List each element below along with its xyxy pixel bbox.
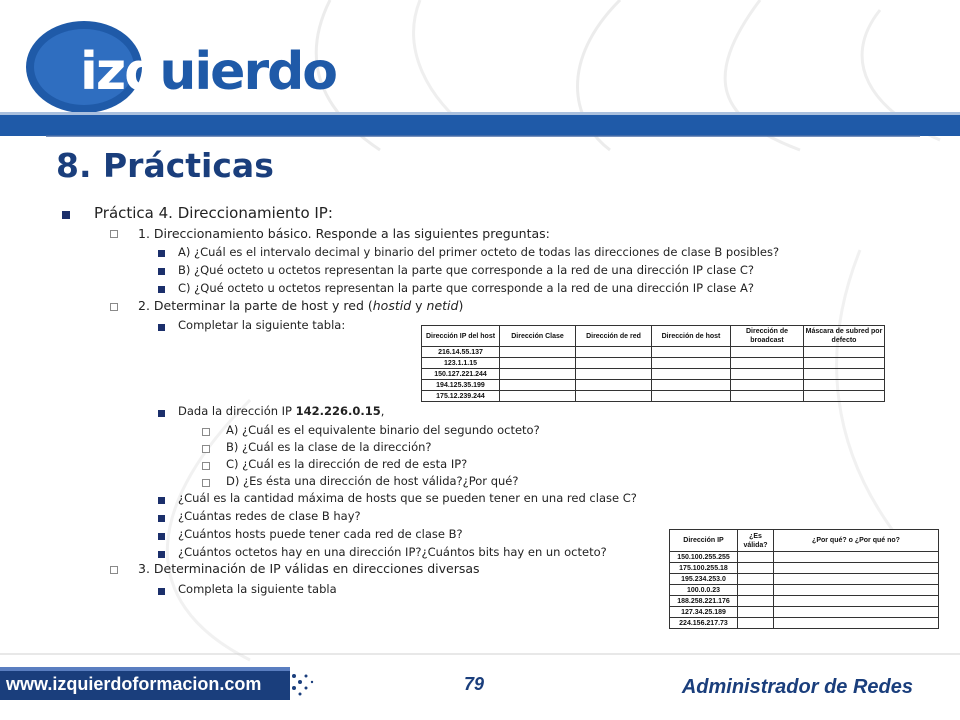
ip-cell: 150.127.221.244 <box>422 369 500 380</box>
hollow-bullet-icon <box>202 428 210 436</box>
table-row <box>422 380 885 391</box>
bullet-square-icon <box>158 497 165 504</box>
ip-cell: 194.125.35.199 <box>422 380 500 391</box>
bullet-square-icon <box>158 410 165 417</box>
page-title: 8. Prácticas <box>56 146 274 185</box>
bullet-square-icon <box>158 268 165 275</box>
item-2b: Dada la dirección IP 142.226.0.15, <box>178 404 385 418</box>
table-header: Dirección IP <box>670 530 738 552</box>
table-row <box>422 347 885 358</box>
bullet-square-icon <box>158 286 165 293</box>
table-row <box>422 369 885 380</box>
item-2c: ¿Cuál es la cantidad máxima de hosts que se pueden tener en una red clase C? <box>178 491 637 505</box>
item-3a: Completa la siguiente tabla <box>178 582 337 596</box>
item-2f: ¿Cuántos octetos hay en una dirección IP?¿Cuántos bits hay en un octeto? <box>178 545 607 559</box>
ip-cell: 216.14.55.137 <box>422 347 500 358</box>
ip-table-1 <box>421 325 885 402</box>
item-2b-3: C) ¿Cuál es la dirección de red de esta IP? <box>226 457 468 471</box>
ip-cell: 123.1.1.15 <box>422 358 500 369</box>
table-header: Dirección de host <box>652 326 731 347</box>
bullet-square-icon <box>158 250 165 257</box>
bullet-square-icon <box>158 551 165 558</box>
hollow-bullet-icon <box>110 303 118 311</box>
ip-cell: 150.100.255.255 <box>670 552 738 563</box>
ip-cell: 195.234.253.0 <box>670 574 738 585</box>
table-row <box>670 585 939 596</box>
item-2a: Completar la siguiente tabla: <box>178 318 346 332</box>
ip-cell: 175.100.255.18 <box>670 563 738 574</box>
section-heading: Práctica 4. Direccionamiento IP: <box>94 204 333 222</box>
item-2b-4: D) ¿Es ésta una dirección de host válida?¿Por qué? <box>226 474 519 488</box>
hollow-bullet-icon <box>110 230 118 238</box>
company-logo <box>22 12 337 112</box>
bullet-square-icon <box>158 588 165 595</box>
table-row <box>670 607 939 618</box>
page-number: 79 <box>464 674 485 694</box>
ip-cell: 175.12.239.244 <box>422 391 500 402</box>
table-row <box>670 574 939 585</box>
item-2: 2. Determinar la parte de host y red (hostid y netid) <box>138 298 464 313</box>
item-2e: ¿Cuántos hosts puede tener cada red de clase B? <box>178 527 463 541</box>
footer-title: Administrador de Redes <box>681 676 913 698</box>
item-1b: B) ¿Qué octeto u octetos representan la parte que corresponde a la red de una dirección IP clase C? <box>178 263 754 277</box>
table-row <box>670 596 939 607</box>
table-header: Dirección de red <box>576 326 652 347</box>
bullet-square-icon <box>158 515 165 522</box>
table-header: Dirección de broadcast <box>731 326 804 347</box>
item-2b-2: B) ¿Cuál es la clase de la dirección? <box>226 440 432 454</box>
bullet-square-icon <box>62 211 70 219</box>
table-row <box>670 618 939 629</box>
hollow-bullet-icon <box>202 445 210 453</box>
table-header: Dirección IP del host <box>422 326 500 347</box>
table-row <box>422 358 885 369</box>
table-header: ¿Por qué? o ¿Por qué no? <box>774 530 939 552</box>
table-row <box>670 563 939 574</box>
ip-cell: 100.0.0.23 <box>670 585 738 596</box>
item-1c: C) ¿Qué octeto u octetos representan la parte que corresponde a la red de una dirección IP clase A? <box>178 281 754 295</box>
hollow-bullet-icon <box>110 566 118 574</box>
ip-table-2 <box>669 529 939 629</box>
footer-url[interactable]: www.izquierdoformacion.com <box>6 674 262 694</box>
ip-cell: 224.156.217.73 <box>670 618 738 629</box>
hollow-bullet-icon <box>202 479 210 487</box>
table-header: ¿Es válida? <box>738 530 774 552</box>
logo-wordmark: izquierdo <box>80 42 337 102</box>
item-2d: ¿Cuántas redes de clase B hay? <box>178 509 361 523</box>
item-1: 1. Direccionamiento básico. Responde a las siguientes preguntas: <box>138 226 550 241</box>
table-header: Dirección Clase <box>500 326 576 347</box>
table-row <box>422 391 885 402</box>
table-row <box>670 552 939 563</box>
bullet-square-icon <box>158 324 165 331</box>
item-1a: A) ¿Cuál es el intervalo decimal y binario del primer octeto de todas las direcciones de clase B posibles? <box>178 245 780 259</box>
ip-cell: 127.34.25.189 <box>670 607 738 618</box>
item-2b-1: A) ¿Cuál es el equivalente binario del segundo octeto? <box>226 423 540 437</box>
item-3: 3. Determinación de IP válidas en direcciones diversas <box>138 561 480 576</box>
hollow-bullet-icon <box>202 462 210 470</box>
table-header: Máscara de subred por defecto <box>804 326 885 347</box>
bullet-square-icon <box>158 533 165 540</box>
ip-cell: 188.258.221.176 <box>670 596 738 607</box>
